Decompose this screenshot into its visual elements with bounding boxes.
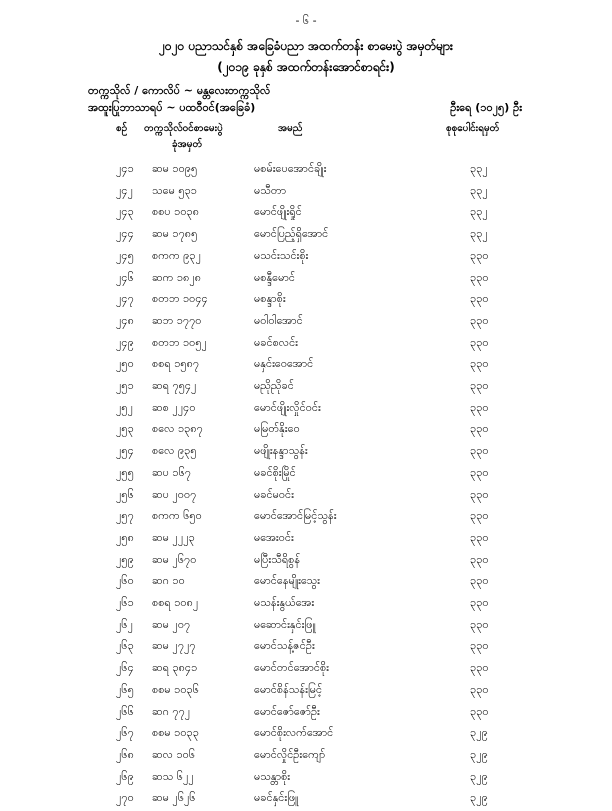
- row-name: မောင်ဇော်ဇော်ဦး: [254, 704, 320, 718]
- row-mark: ၃၃၀: [470, 574, 489, 588]
- row-name: မပြီးသီရိစွန်: [254, 552, 301, 566]
- row-number: ၂၅၆: [116, 487, 134, 501]
- row-mark: ၃၃၀: [470, 639, 489, 653]
- row-mark: ၃၃၀: [470, 509, 489, 523]
- row-number: ၂၄၅: [116, 248, 134, 262]
- row-name: မဝါဝါအောင်: [254, 313, 303, 327]
- table-row: [0, 271, 612, 291]
- row-reg-number: ဆမ ၂၆၇၀: [152, 552, 197, 566]
- header-name: အမည်: [278, 123, 303, 134]
- row-name: မသီတာ: [254, 183, 287, 197]
- row-reg-number: ဆက ၁၈၂၈: [152, 270, 202, 284]
- university-line: တက္ကသိုလ် / ကောလိပ် ~ မန္တလေးတက္ကသိုလ်: [88, 84, 271, 97]
- row-number: ၂၄၆: [116, 270, 134, 284]
- row-reg-number: ဆမ ၂၂၂၃: [152, 530, 195, 544]
- row-reg-number: ဆမ ၁၀၉၅: [152, 162, 198, 175]
- row-reg-number: ဆမ ၂၀၇: [152, 617, 191, 631]
- row-name: မစန္ဒီမောင်: [254, 270, 296, 284]
- row-name: မောင်စိုးလက်အောင်: [254, 726, 334, 740]
- row-number: ၂၅၃: [116, 422, 134, 436]
- quota-count: ဦးရေ (၁၀၂၅) ဦး: [450, 101, 522, 114]
- table-row: [0, 683, 612, 703]
- row-number: ၂၆၆: [116, 704, 134, 718]
- row-name: မနှင်းဝေအောင်: [254, 357, 314, 371]
- row-number: ၂၆၄: [116, 661, 134, 675]
- table-row: [0, 726, 612, 746]
- table-row: [0, 422, 612, 442]
- row-reg-number: စစရ ၁၅၈၇: [152, 357, 200, 371]
- row-reg-number: စလေ ၉၃၅: [152, 444, 197, 458]
- table-row: [0, 249, 612, 269]
- header-reg-sub: ခုံအမှတ်: [172, 139, 203, 150]
- row-name: မောင်ပြည့်ရှိအောင်: [254, 227, 329, 241]
- table-row: [0, 596, 612, 616]
- row-reg-number: ဆဂ ၇၇၂: [152, 704, 191, 718]
- row-reg-number: စတဘ ၁၀၄၄: [152, 292, 208, 306]
- document-subtitle: (၂၀၁၉ ခုနှစ် အထက်တန်းအောင်စာရင်း): [217, 60, 395, 74]
- table-row: [0, 379, 612, 399]
- page-number: - ၆ -: [295, 14, 317, 27]
- row-mark: ၃၃၀: [470, 335, 489, 349]
- row-reg-number: စစရ ၁၀၈၂: [152, 596, 199, 609]
- row-number: ၂၅၈: [116, 530, 134, 544]
- row-mark: ၃၂၉: [470, 747, 488, 761]
- row-mark: ၃၃၀: [470, 704, 489, 718]
- row-name: မောင်လှိုင်ဦးကျော်: [254, 747, 326, 761]
- row-name: မောင်နေမျိုးသွေး: [254, 574, 320, 588]
- row-name: မောင်စိန်သန်းမြင့်: [254, 682, 323, 696]
- table-row: [0, 314, 612, 334]
- row-number: ၂၄၇: [116, 292, 134, 306]
- row-name: မအေးဝင်း: [254, 530, 294, 544]
- table-row: [0, 705, 612, 725]
- row-name: မခင်စိုးမြိုင်: [254, 465, 296, 479]
- row-mark: ၃၃၀: [470, 270, 489, 284]
- row-number: ၂၆၅: [116, 682, 134, 696]
- row-reg-number: ဆပ ၂၀၀၇: [152, 487, 197, 501]
- row-number: ၂၆၁: [116, 596, 134, 609]
- row-mark: ၃၃၀: [470, 248, 489, 262]
- row-reg-number: စကက ၆၅၀: [152, 509, 202, 523]
- table-row: [0, 488, 612, 508]
- row-reg-number: ဆမ ၂၆၂၆: [152, 791, 196, 805]
- row-reg-number: ဆစ ၂၂၄၀: [152, 400, 196, 414]
- row-mark: ၃၃၀: [470, 596, 489, 609]
- row-reg-number: ဆမ ၂၇၂၇: [152, 639, 196, 653]
- row-reg-number: ဆမ ၁၇၈၅: [152, 227, 198, 241]
- row-name: မစန္ဒာစိုး: [254, 292, 286, 306]
- row-name: မသန်းနွယ်အေး: [254, 596, 315, 609]
- row-mark: ၃၃၀: [470, 487, 489, 501]
- table-row: [0, 574, 612, 594]
- row-reg-number: ဆသ ၆၂၂: [152, 769, 194, 783]
- row-number: ၂၅၂: [116, 400, 133, 414]
- table-row: [0, 509, 612, 529]
- row-mark: ၃၃၀: [470, 682, 489, 696]
- row-number: ၂၄၁: [116, 162, 134, 175]
- row-name: မမြတ်နိုးဝေ: [254, 422, 300, 436]
- row-number: ၂၆၇: [116, 726, 134, 740]
- row-number: ၂၆၉: [116, 769, 134, 783]
- table-row: [0, 466, 612, 486]
- row-mark: ၃၂၉: [470, 726, 488, 740]
- table-row: [0, 292, 612, 312]
- table-row: [0, 205, 612, 225]
- row-mark: ၃၃၀: [470, 292, 489, 306]
- row-reg-number: စစပ ၁၀၃၈: [152, 205, 199, 219]
- row-reg-number: ဆလ ၁၀၆: [152, 747, 196, 761]
- row-name: မသန္တာစိုး: [254, 769, 291, 783]
- row-mark: ၃၃၀: [470, 661, 489, 675]
- row-number: ၂၄၈: [116, 313, 134, 327]
- row-number: ၂၅၅: [116, 465, 134, 479]
- row-number: ၂၄၃: [116, 205, 134, 219]
- row-reg-number: သမေ ၅၃၁: [152, 183, 197, 197]
- row-reg-number: ဆရ ၃၈၄၁: [152, 661, 198, 675]
- row-mark: ၃၂၉: [470, 791, 488, 805]
- row-number: ၂၆၀: [116, 574, 134, 588]
- table-row: [0, 553, 612, 573]
- row-reg-number: ဆဂ ၁၀: [152, 574, 185, 588]
- header-mark: စုစုပေါင်းရမှတ်: [446, 123, 500, 134]
- row-number: ၂၅၁: [116, 379, 134, 392]
- row-name: မစမ်းပေအောင်ချိုး: [254, 162, 327, 175]
- table-row: [0, 444, 612, 464]
- table-row: [0, 162, 612, 182]
- row-mark: ၃၃၀: [470, 422, 489, 436]
- row-reg-number: ဆဘ ၁၇၇၀: [152, 313, 202, 327]
- row-number: ၂၆၈: [116, 747, 134, 761]
- row-number: ၂၆၂: [116, 617, 133, 631]
- header-no: စဉ်: [116, 123, 128, 134]
- table-row: [0, 531, 612, 551]
- row-number: ၂၅၉: [116, 552, 134, 566]
- row-mark: ၃၃၀: [470, 313, 489, 327]
- table-row: [0, 401, 612, 421]
- row-mark: ၃၃၀: [470, 444, 489, 458]
- row-name: မသင်းသင်းစိုး: [254, 248, 309, 262]
- row-mark: ၃၃၂: [470, 227, 488, 241]
- row-name: မောင်အောင်မြင့်သွန်း: [254, 509, 337, 523]
- row-mark: ၃၃၂: [470, 205, 488, 219]
- row-mark: ၃၃၂: [470, 162, 488, 175]
- row-number: ၂၄၉: [116, 335, 134, 349]
- row-reg-number: ဆရ ၇၅၄၂: [152, 379, 197, 392]
- table-row: [0, 770, 612, 790]
- row-name: မောင်ဖျိုးလှိုင်ဝင်း: [254, 400, 321, 414]
- row-mark: ၃၃၀: [470, 357, 489, 371]
- row-name: မခင်နှင်းဖြူ: [254, 791, 299, 805]
- row-number: ၂၅၄: [116, 444, 134, 458]
- row-number: ၂၅၇: [116, 509, 134, 523]
- row-mark: ၃၃၀: [470, 465, 489, 479]
- table-row: [0, 639, 612, 659]
- table-row: [0, 336, 612, 356]
- row-name: မဆောင်းနှင်းဖြူ: [254, 617, 316, 631]
- row-mark: ၃၃၂: [470, 183, 488, 197]
- row-mark: ၃၂၉: [470, 769, 488, 783]
- row-number: ၂၅၀: [116, 357, 134, 371]
- row-name: မောင်ဖျိုးရှိုင်: [254, 205, 302, 219]
- document-title: ၂၀၂၀ ပညာသင်နှစ် အခြေခံပညာ အထက်တန်း စာမေးပွဲ အမှတ်များ: [159, 39, 453, 53]
- table-row: [0, 184, 612, 204]
- row-number: ၂၄၄: [116, 227, 134, 241]
- table-row: [0, 748, 612, 768]
- row-mark: ၃၃၀: [470, 617, 489, 631]
- row-number: ၂၆၃: [116, 639, 134, 653]
- row-mark: ၃၃၀: [470, 552, 489, 566]
- row-mark: ၃၃၀: [470, 379, 489, 392]
- row-name: မဖျိုးနန္ဒာသွန်း: [254, 444, 308, 458]
- row-name: မောင်သန့်ဇင်ဦး: [254, 639, 315, 653]
- subject-line: အထူးပြုဘာသာရပ် ~ ပထဝီဝင်(အခြေခံ): [88, 101, 256, 114]
- row-name: မခင်မဝင်း: [254, 487, 294, 501]
- row-name: မခင်စလင်း: [254, 335, 298, 349]
- row-reg-number: စလေ ၁၃၈၇: [152, 422, 203, 436]
- table-row: [0, 791, 612, 811]
- row-reg-number: စကက ၉၃၂: [152, 248, 201, 262]
- row-reg-number: စစမ ၁၀၃၆: [152, 682, 199, 696]
- row-mark: ၃၃၀: [470, 530, 489, 544]
- table-row: [0, 357, 612, 377]
- table-row: [0, 661, 612, 681]
- row-reg-number: ဆပ ၁၆၇: [152, 465, 191, 479]
- header-reg: တက္ကသိုလ်ဝင်စာမေးပွဲ: [144, 123, 223, 134]
- row-reg-number: စတဘ ၁၀၅၂: [152, 335, 207, 349]
- table-row: [0, 227, 612, 247]
- table-row: [0, 618, 612, 638]
- row-reg-number: စစမ ၁၀၃၃: [152, 726, 199, 740]
- row-name: မောင်တင်အောင်စိုး: [254, 661, 329, 675]
- row-name: မညိုညိုခင်: [254, 379, 294, 392]
- row-number: ၂၄၂: [116, 183, 133, 197]
- row-number: ၂၇၀: [116, 791, 134, 805]
- row-mark: ၃၃၀: [470, 400, 489, 414]
